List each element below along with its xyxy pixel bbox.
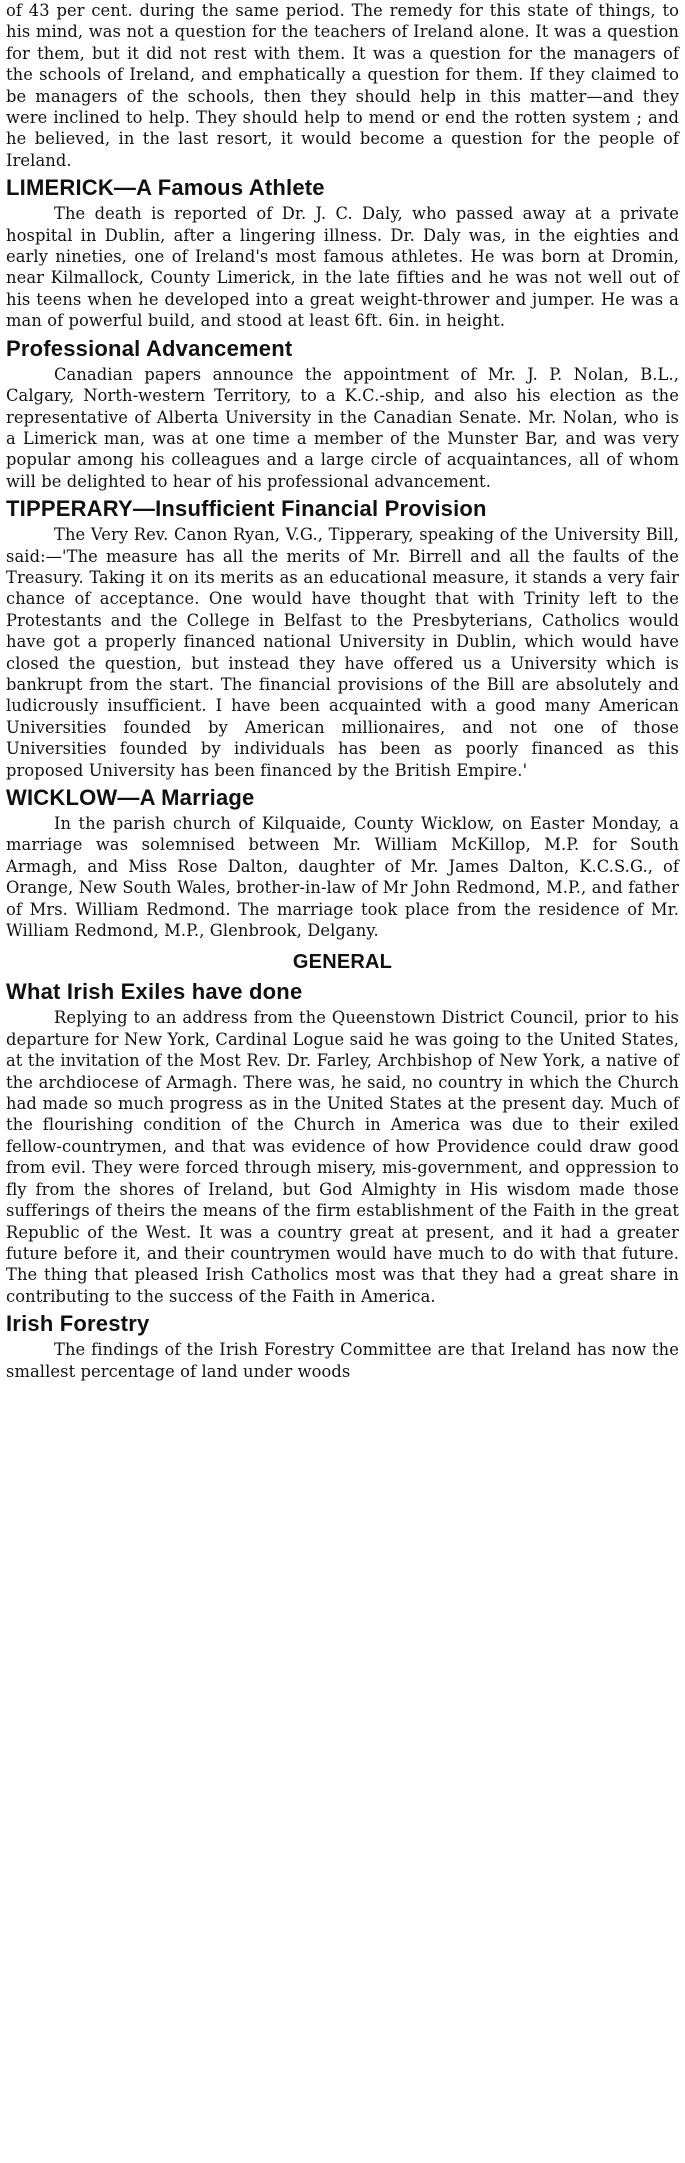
article-heading-limerick: LIMERICK—A Famous Athlete [6, 175, 325, 201]
intro-paragraph: of 43 per cent. during the same period. The remedy for this state of things, to his mind, was not a question for the teachers of Ireland alone. It was a question for them, but it did not rest with them. It was a question for the managers of the schools of Ireland, and emphatically a question for them. If they claimed to be managers of the schools, then they should help in this matter—and they were inclined to help. They should help to mend or end the rotten system ; and he believed, in the last resort, it would become a question for the people of Ireland. [6, 1, 679, 170]
article-body-irish-exiles: Replying to an address from the Queenstown District Council, prior to his departure for New York, Cardinal Logue said he was going to the United States, at the invitation of the Most Rev. Dr. Farley, Archbishop of New York, a native of the archdiocese of Armagh. There was, he said, no country in which the Church had made so much progress as in the United States at the present day. Much of the flourishing condition of the Church in America was due to their exiled fellow-countrymen, and that was evidence of how Providence could draw good from evil. They were forced through misery, mis-government, and oppression to fly from the shores of Ireland, but God Almighty in His wisdom made those sufferings of theirs the means of the firm establishment of the Faith in the great Republic of the West. It was a country great at present, and it had a greater future before it, and their countrymen would have much to do with that future. The thing that pleased Irish Catholics most was that they had a great share in contributing to the success of the Faith in America. [6, 1008, 679, 1306]
article-heading-tipperary: TIPPERARY—Insufficient Financial Provision [6, 496, 487, 522]
section-heading-general: GENERAL [292, 951, 393, 974]
article-heading-professional-advancement: Professional Advancement [6, 335, 293, 361]
article-body-limerick: The death is reported of Dr. J. C. Daly, who passed away at a private hospital in Dublin, after a lingering illness. Dr. Daly was, in the eighties and early nineties, one of Ireland's most famous athletes. He was born at Dromin, near Kilmallock, County Limerick, in the late fifties and he was not well out of his teens when he developed into a great weight-thrower and jumper. He was a man of powerful build, and stood at least 6ft. 6in. in height. [6, 204, 679, 331]
article-heading-wicklow: WICKLOW—A Marriage [6, 785, 255, 810]
article-body-irish-forestry: The findings of the Irish Forestry Committee are that Ireland has now the smallest percentage of land under woods [6, 1340, 679, 1381]
article-body-professional-advancement: Canadian papers announce the appointment of Mr. J. P. Nolan, B.L., Calgary, North-western Territory, to a K.C.-ship, and also his election as the representative of Alberta University in the Canadian Senate. Mr. Nolan, who is a Limerick man, was at one time a member of the Munster Bar, and was very popular among his colleagues and a large circle of acquaintances, all of whom will be delighted to hear of his professional advancement. [6, 364, 679, 491]
article-body-wicklow: In the parish church of Kilquaide, County Wicklow, on Easter Monday, a marriage was solemnised between Mr. William McKillop, M.P. for South Armagh, and Miss Rose Dalton, daughter of Mr. James Dalton, K.C.S.G., of Orange, New South Wales, brother-in-law of Mr John Redmond, M.P., and father of Mrs. William Redmond. The marriage took place from the residence of Mr. William Redmond, M.P., Glenbrook, Delgany. [6, 814, 679, 941]
article-heading-irish-exiles: What Irish Exiles have done [6, 979, 303, 1005]
article-heading-irish-forestry: Irish Forestry [6, 1311, 150, 1337]
article-body-tipperary: The Very Rev. Canon Ryan, V.G., Tipperary, speaking of the University Bill, said:—'The measure has all the merits of Mr. Birrell and all the faults of the Treasury. Taking it on its merits as an educational measure, it stands a very fair chance of acceptance. One would have thought that with Trinity left to the Protestants and the College in Belfast to the Presbyterians, Catholics would have got a properly financed national University in Dublin, which would have closed the question, but instead they have offered us a University which is bankrupt from the start. The financial provisions of the Bill are absolutely and ludicrously insufficient. I have been acquainted with a good many American Universities founded by American millionaires, and not one of those Universities founded by individuals has been as poorly financed as this proposed University has been financed by the British Empire.' [6, 525, 679, 780]
